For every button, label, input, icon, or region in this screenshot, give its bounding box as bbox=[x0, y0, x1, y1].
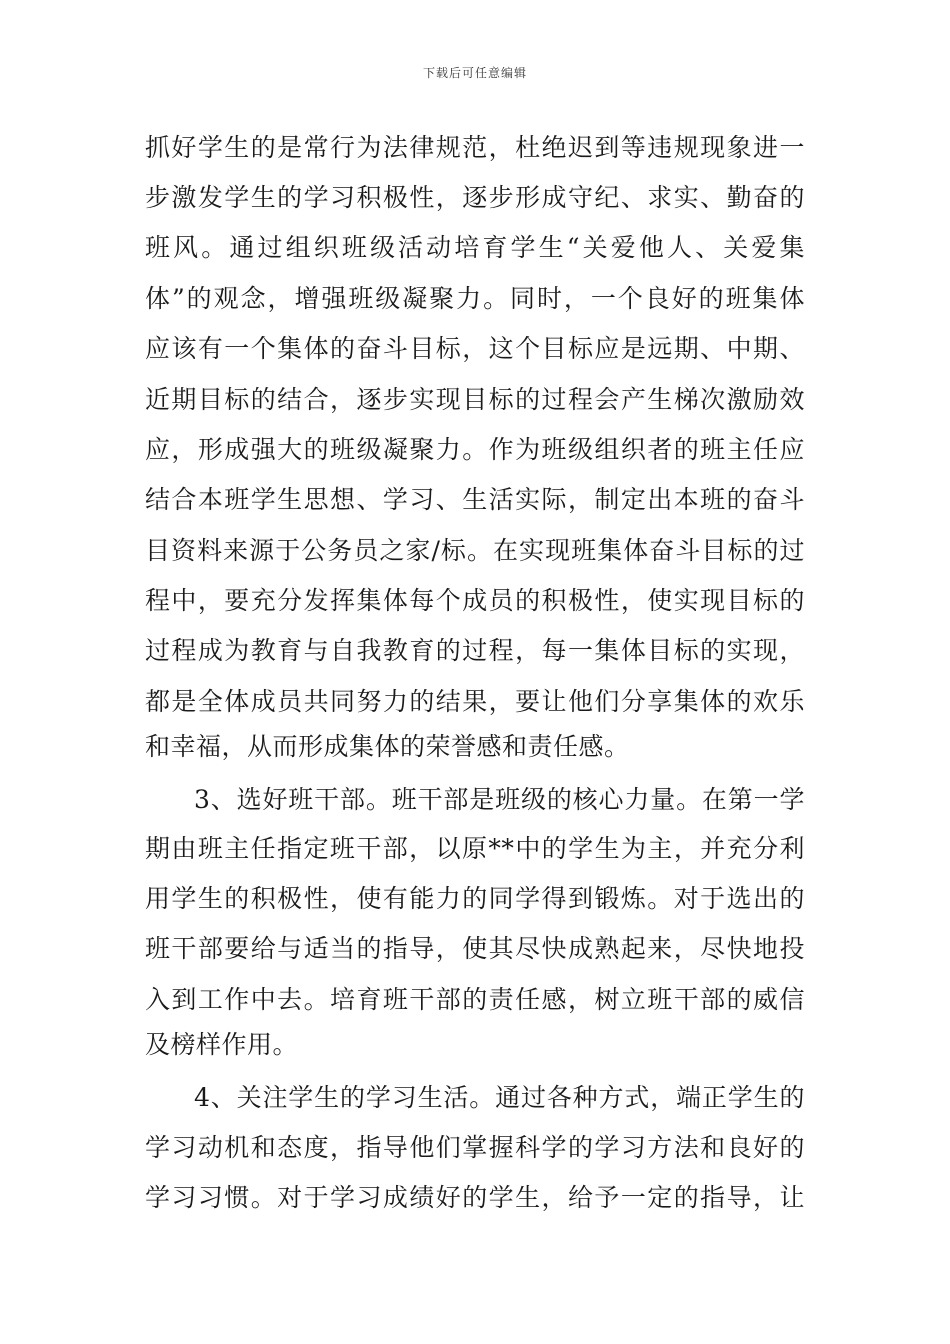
body-text-line: 应该有一个集体的奋斗目标，这个目标应是远期、中期、 bbox=[145, 334, 805, 363]
body-text-line: 用学生的积极性，使有能力的同学得到锻炼。对于选出的 bbox=[145, 884, 805, 913]
body-text-line: 及榜样作用。 bbox=[145, 1030, 299, 1059]
body-text-line: 和幸福，从而形成集体的荣誉感和责任感。 bbox=[145, 732, 630, 761]
body-text-line: 班干部要给与适当的指导，使其尽快成熟起来，尽快地投 bbox=[145, 934, 805, 963]
section-3-heading-line: 3、选好班干部。班干部是班级的核心力量。在第一学 bbox=[194, 785, 805, 814]
body-text-line: 学习动机和态度，指导他们掌握科学的学习方法和良好的 bbox=[145, 1133, 805, 1162]
body-text-line: 学习习惯。对于学习成绩好的学生，给予一定的指导，让 bbox=[145, 1183, 805, 1212]
body-text-line: 程中，要充分发挥集体每个成员的积极性，使实现目标的 bbox=[145, 586, 805, 615]
body-text-line: 结合本班学生思想、学习、生活实际，制定出本班的奋斗 bbox=[145, 485, 805, 514]
body-text-line: 应，形成强大的班级凝聚力。作为班级组织者的班主任应 bbox=[145, 435, 805, 464]
body-text-line: 期由班主任指定班干部，以原**中的学生为主，并充分利 bbox=[145, 834, 805, 863]
body-text-line: 都是全体成员共同努力的结果，要让他们分享集体的欢乐 bbox=[145, 687, 805, 716]
body-text-line: 过程成为教育与自我教育的过程，每一集体目标的实现， bbox=[145, 636, 805, 665]
page-header: 下载后可任意编辑 bbox=[422, 66, 527, 80]
body-text-line: 抓好学生的是常行为法律规范，杜绝迟到等违规现象进一 bbox=[145, 133, 805, 162]
body-text-line: 班风。通过组织班级活动培育学生“关爱他人、关爱集 bbox=[145, 233, 805, 262]
body-text-line: 近期目标的结合，逐步实现目标的过程会产生梯次激励效 bbox=[145, 385, 805, 414]
body-text-line: 体”的观念，增强班级凝聚力。同时，一个良好的班集体 bbox=[145, 284, 805, 313]
body-text-line: 入到工作中去。培育班干部的责任感，树立班干部的威信 bbox=[145, 985, 805, 1014]
body-text-line: 步激发学生的学习积极性，逐步形成守纪、求实、勤奋的 bbox=[145, 183, 805, 212]
section-4-heading-line: 4、关注学生的学习生活。通过各种方式，端正学生的 bbox=[194, 1083, 805, 1112]
body-text-line: 目资料来源于公务员之家/标。在实现班集体奋斗目标的过 bbox=[145, 536, 805, 565]
